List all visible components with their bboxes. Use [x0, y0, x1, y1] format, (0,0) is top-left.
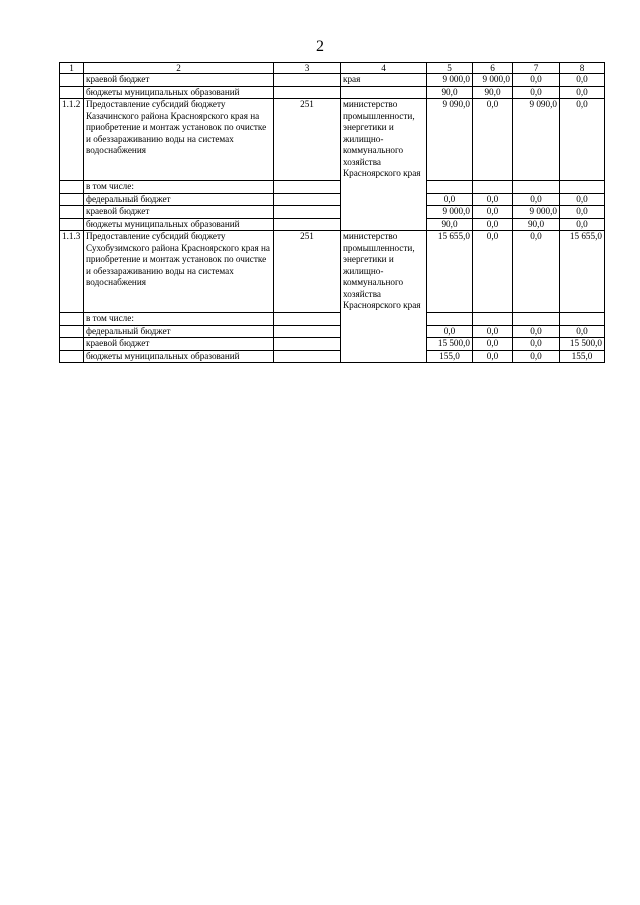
value-cell: 0,0 — [473, 338, 513, 351]
item-code: 1.1.3 — [60, 231, 84, 313]
value-cell: 0,0 — [513, 325, 560, 338]
budget-label: бюджеты муниципальных образований — [84, 218, 274, 231]
value-cell: 0,0 — [513, 350, 560, 363]
table-row — [60, 231, 605, 313]
value-cell: 0,0 — [473, 206, 513, 219]
value-cell — [473, 181, 513, 194]
code-cell — [60, 74, 84, 87]
value-cell — [427, 313, 473, 326]
item-code-col: 251 — [274, 231, 341, 313]
sub-label: в том числе: — [84, 181, 274, 194]
table-header-row — [60, 63, 605, 74]
value-cell: 9 000,0 — [473, 74, 513, 87]
value-cell: 0,0 — [560, 325, 605, 338]
ministry-cell: министерство промышленности, энергетики и жилищно-коммунального хозяйства Красноярского края — [341, 231, 427, 363]
code-col-cell — [274, 193, 341, 206]
value-cell — [560, 181, 605, 194]
value-cell: 0,0 — [560, 206, 605, 219]
value-cell: 15 655,0 — [427, 231, 473, 313]
header-cell: 7 — [513, 63, 560, 74]
code-cell — [60, 181, 84, 194]
budget-label: краевой бюджет — [84, 206, 274, 219]
value-cell: 0,0 — [513, 338, 560, 351]
value-cell — [513, 313, 560, 326]
code-col-cell — [274, 218, 341, 231]
code-col-cell — [274, 74, 341, 87]
value-cell: 0,0 — [473, 218, 513, 231]
value-cell: 15 655,0 — [560, 231, 605, 313]
budget-label: федеральный бюджет — [84, 193, 274, 206]
budget-label: федеральный бюджет — [84, 325, 274, 338]
page-number: 2 — [316, 38, 324, 55]
header-cell: 4 — [341, 63, 427, 74]
budget-label: бюджеты муниципальных образований — [84, 86, 274, 99]
code-cell — [60, 313, 84, 326]
value-cell: 9 000,0 — [427, 74, 473, 87]
item-code: 1.1.2 — [60, 99, 84, 181]
value-cell: 9 000,0 — [427, 206, 473, 219]
value-cell: 9 000,0 — [513, 206, 560, 219]
ministry-cell: министерство промышленности, энергетики и жилищно-коммунального хозяйства Красноярского края — [341, 99, 427, 231]
value-cell: 0,0 — [560, 99, 605, 181]
header-cell: 8 — [560, 63, 605, 74]
budget-table — [59, 62, 605, 363]
value-cell: 15 500,0 — [560, 338, 605, 351]
code-col-cell — [274, 350, 341, 363]
budget-label: краевой бюджет — [84, 338, 274, 351]
table-row — [60, 338, 605, 351]
value-cell: 0,0 — [560, 193, 605, 206]
value-cell: 0,0 — [473, 193, 513, 206]
budget-label: бюджеты муниципальных образований — [84, 350, 274, 363]
table-row — [60, 86, 605, 99]
value-cell: 90,0 — [427, 218, 473, 231]
code-col-cell — [274, 313, 341, 326]
item-code-col: 251 — [274, 99, 341, 181]
table-row — [60, 206, 605, 219]
header-cell: 3 — [274, 63, 341, 74]
value-cell: 155,0 — [427, 350, 473, 363]
code-col-cell — [274, 338, 341, 351]
ministry-cell — [341, 86, 427, 99]
value-cell: 0,0 — [513, 231, 560, 313]
table-row — [60, 350, 605, 363]
code-col-cell — [274, 86, 341, 99]
item-title: Предоставление субсидий бюджету Казачинского района Красноярского края на приобретение и монтаж установок по очистке и обеззараживанию воды на системах водоснабжения — [84, 99, 274, 181]
code-cell — [60, 86, 84, 99]
ministry-cell: края — [341, 74, 427, 87]
value-cell: 0,0 — [473, 99, 513, 181]
value-cell — [513, 181, 560, 194]
code-cell — [60, 206, 84, 219]
header-cell: 5 — [427, 63, 473, 74]
table-row — [60, 181, 605, 194]
value-cell: 0,0 — [513, 86, 560, 99]
header-cell: 1 — [60, 63, 84, 74]
table-row — [60, 74, 605, 87]
code-cell — [60, 325, 84, 338]
value-cell: 0,0 — [473, 325, 513, 338]
table-row — [60, 313, 605, 326]
value-cell — [473, 313, 513, 326]
value-cell: 0,0 — [427, 193, 473, 206]
value-cell: 0,0 — [513, 193, 560, 206]
code-cell — [60, 218, 84, 231]
value-cell: 15 500,0 — [427, 338, 473, 351]
header-cell: 6 — [473, 63, 513, 74]
table-row — [60, 193, 605, 206]
table-row — [60, 99, 605, 181]
value-cell: 90,0 — [513, 218, 560, 231]
code-col-cell — [274, 181, 341, 194]
header-cell: 2 — [84, 63, 274, 74]
value-cell: 90,0 — [473, 86, 513, 99]
value-cell: 0,0 — [427, 325, 473, 338]
value-cell: 155,0 — [560, 350, 605, 363]
value-cell: 0,0 — [560, 86, 605, 99]
value-cell — [427, 181, 473, 194]
table-row — [60, 218, 605, 231]
code-cell — [60, 338, 84, 351]
code-cell — [60, 350, 84, 363]
value-cell: 90,0 — [427, 86, 473, 99]
budget-label: краевой бюджет — [84, 74, 274, 87]
code-cell — [60, 193, 84, 206]
value-cell: 9 090,0 — [427, 99, 473, 181]
code-col-cell — [274, 206, 341, 219]
value-cell: 9 090,0 — [513, 99, 560, 181]
value-cell: 0,0 — [473, 231, 513, 313]
value-cell: 0,0 — [473, 350, 513, 363]
value-cell: 0,0 — [560, 218, 605, 231]
value-cell: 0,0 — [560, 74, 605, 87]
code-col-cell — [274, 325, 341, 338]
table-row — [60, 325, 605, 338]
value-cell — [560, 313, 605, 326]
item-title: Предоставление субсидий бюджету Сухобузимского района Красноярского края на приобретение и монтаж установок по очистке и обеззараживанию воды на системах водоснабжения — [84, 231, 274, 313]
value-cell: 0,0 — [513, 74, 560, 87]
sub-label: в том числе: — [84, 313, 274, 326]
